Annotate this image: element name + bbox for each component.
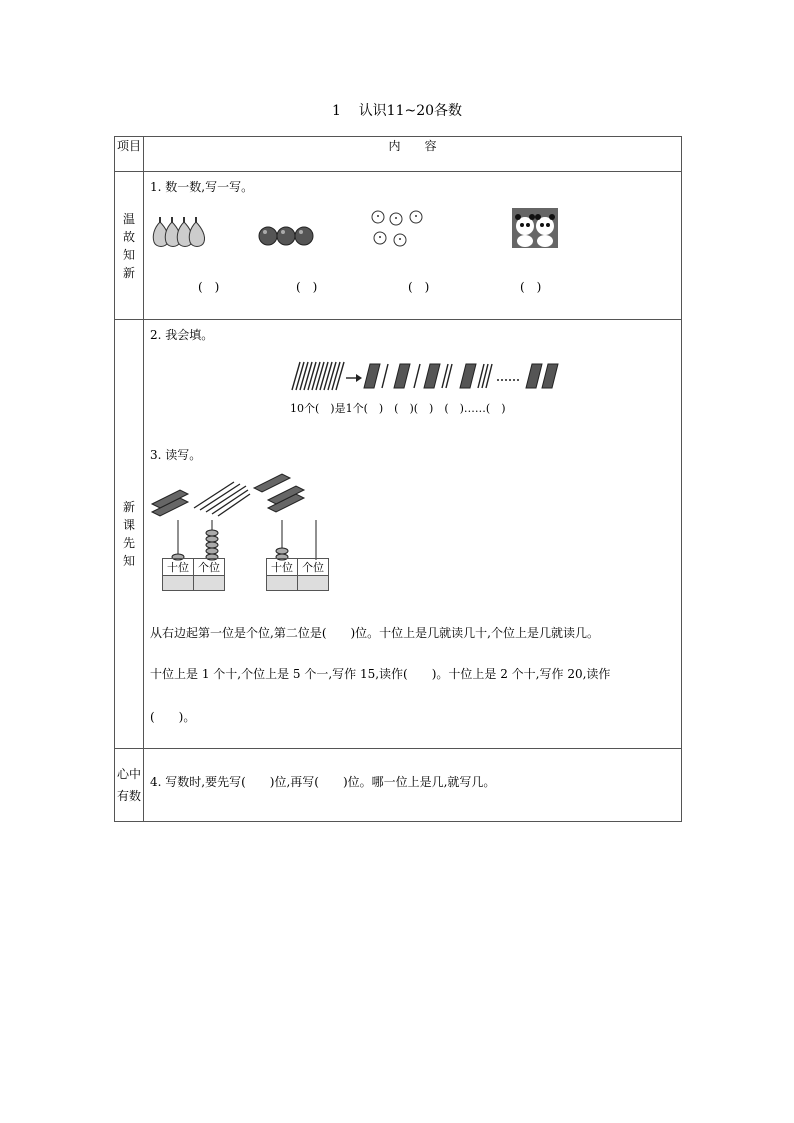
section-review-label: 温故知新 xyxy=(115,172,144,320)
section-preview-label: 新课先知 xyxy=(115,320,144,749)
chick-icon xyxy=(368,208,430,250)
q1-blank-2[interactable]: ( ) xyxy=(296,280,318,294)
title-text: 认识11~20各数 xyxy=(358,103,463,119)
header-item: 项目 xyxy=(115,137,144,172)
place-value-table-1: 十位 个位 xyxy=(162,558,225,591)
q2-fill-line[interactable]: 10个( )是1个( ) ( )( ) ( )……( ) xyxy=(290,402,506,415)
worksheet-table xyxy=(114,136,682,822)
q1-prompt: 1. 数一数,写一写。 xyxy=(150,180,254,194)
q4-prompt[interactable]: 4. 写数时,要先写( )位,再写( )位。哪一位上是几,就写几。 xyxy=(150,775,496,789)
stick-bundle-icon xyxy=(290,358,566,392)
question-1 xyxy=(144,172,682,320)
question-2-3 xyxy=(144,320,682,749)
worksheet-title xyxy=(0,100,794,120)
title-number: 1 xyxy=(331,103,341,119)
question-4 xyxy=(144,749,682,822)
stick-bundle-icon xyxy=(252,464,322,522)
section-summary-label: 心中 有数 xyxy=(115,749,144,822)
q3-sentence-3: ( )。 xyxy=(150,710,196,724)
q3-sentence-2: 十位上是 1 个十,个位上是 5 个一,写作 15,读作( )。十位上是 2 个十,写作 20,读作 xyxy=(150,667,611,681)
panda-icon xyxy=(512,208,558,248)
q1-blank-3[interactable]: ( ) xyxy=(408,280,430,294)
q2-prompt: 2. 我会填。 xyxy=(150,328,214,342)
apple-icon xyxy=(258,222,318,248)
pear-icon xyxy=(150,214,210,250)
q1-blank-4[interactable]: ( ) xyxy=(520,280,542,294)
place-value-table-2: 十位 个位 xyxy=(266,558,329,591)
q3-sentence-1: 从右边起第一位是个位,第二位是( )位。十位上是几就读几十,个位上是几就读几。 xyxy=(150,626,599,640)
q3-prompt: 3. 读写。 xyxy=(150,448,202,462)
q1-blank-1[interactable]: ( ) xyxy=(198,280,220,294)
header-content: 内 容 xyxy=(144,137,682,172)
